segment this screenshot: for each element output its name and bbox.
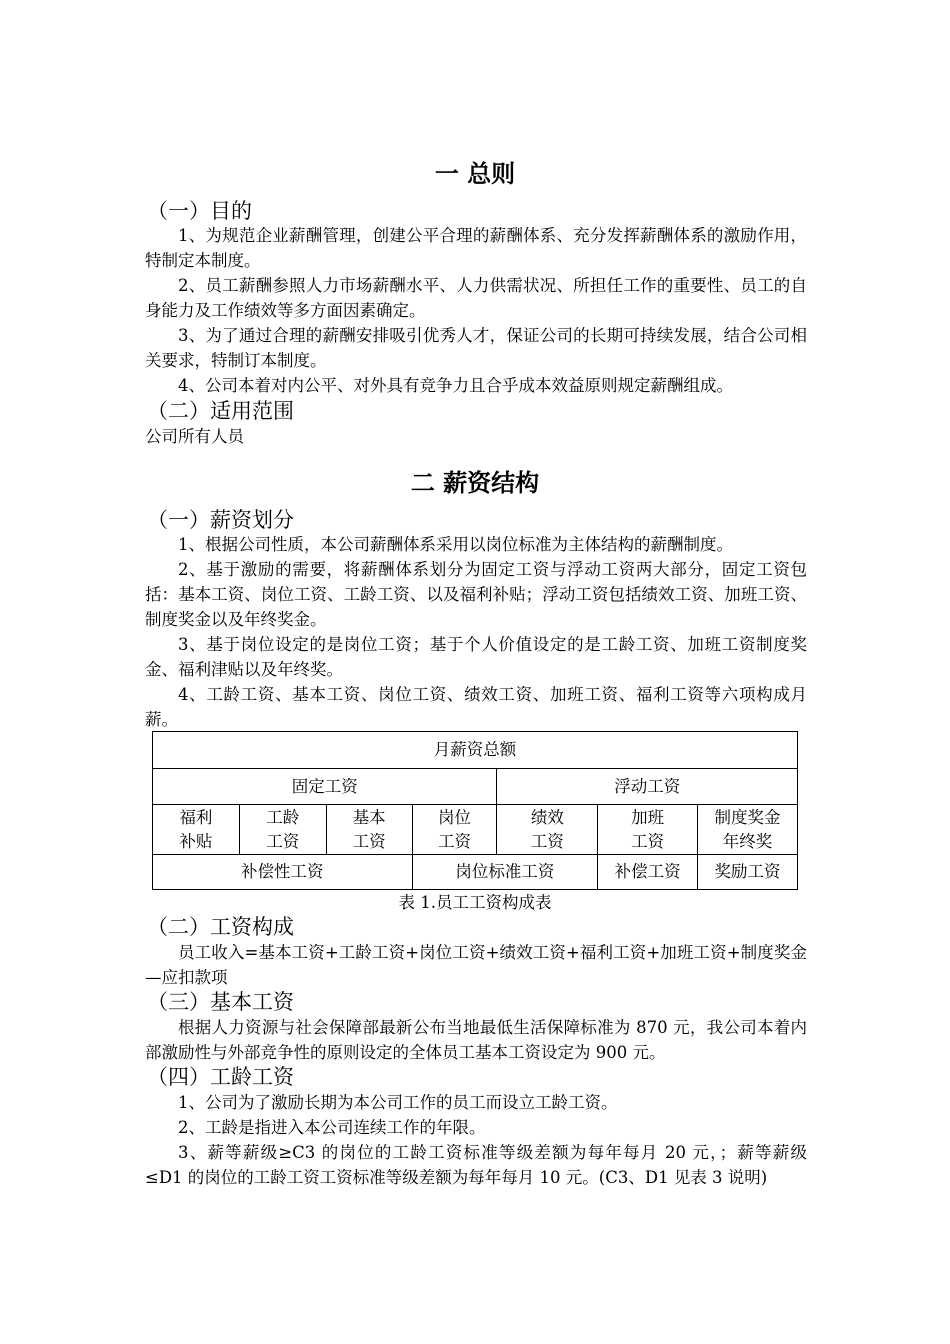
- table-cell-item: 加班 工资: [598, 805, 698, 855]
- table-cell-item: 福利 补贴: [153, 805, 240, 855]
- table-cell-item: 岗位 工资: [412, 805, 497, 855]
- heading-salary-division: （一）薪资划分: [147, 508, 294, 532]
- table-caption: 表 1.员工工资构成表: [398, 893, 552, 912]
- paragraph-base-salary: 根据人力资源与社会保障部最新公布当地最低生活保障标准为 870 元，我公司本着内部激励性与外部竞争性的原则设定的全体员工基本工资设定为 900 元。: [145, 1018, 807, 1062]
- paragraph-division-2: 2、基于激励的需要，将薪酬体系划分为固定工资与浮动工资两大部分，固定工资包括：基本工资、岗位工资、工龄工资、以及福利补贴；浮动工资包括绩效工资、加班工资、制度奖金以及年终奖金。: [145, 560, 807, 629]
- paragraph-purpose-4: 4、公司本着对内公平、对外具有竞争力且合乎成本效益原则规定薪酬组成。: [178, 376, 733, 395]
- paragraph-purpose-2: 2、员工薪酬参照人力市场薪酬水平、人力供需状况、所担任工作的重要性、员工的自身能力及工作绩效等多方面因素确定。: [145, 276, 807, 320]
- paragraph-division-4: 4、工龄工资、基本工资、岗位工资、绩效工资、加班工资、福利工资等六项构成月薪。: [145, 685, 807, 729]
- table-cell-fixed: 固定工资: [153, 769, 497, 805]
- paragraph-purpose-1: 1、为规范企业薪酬管理，创建公平合理的薪酬体系、充分发挥薪酬体系的激励作用，特制定本制度。: [145, 226, 807, 270]
- section-title-salary-structure: 二 薪资结构: [410, 469, 540, 497]
- heading-base-salary: （三）基本工资: [147, 990, 294, 1014]
- paragraph-division-3: 3、基于岗位设定的是岗位工资；基于个人价值设定的是工龄工资、加班工资制度奖金、福利津贴以及年终奖。: [145, 635, 807, 679]
- paragraph-purpose-3: 3、为了通过合理的薪酬安排吸引优秀人才，保证公司的长期可持续发展，结合公司相关要求，特制订本制度。: [145, 326, 807, 370]
- table-cell-item: 基本 工资: [326, 805, 412, 855]
- paragraph-seniority-3: 3、薪等薪级≥C3 的岗位的工龄工资标准等级差额为每年每月 20 元，；薪等薪级 ≤D1 的岗位的工龄工资工资标准等级差额为每年每月 10 元。(C3、D1 见表 3 说明): [145, 1143, 807, 1187]
- section-title-general: 一 总则: [434, 160, 516, 188]
- table-cell-item: 绩效 工资: [497, 805, 598, 855]
- heading-salary-composition: （二）工资构成: [147, 915, 294, 939]
- table-cell-category: 岗位标准工资: [412, 855, 598, 890]
- paragraph-composition: 员工收入=基本工资+工龄工资+岗位工资+绩效工资+福利工资+加班工资+制度奖金—应扣款项: [145, 943, 807, 987]
- table-cell-item: 工龄 工资: [239, 805, 326, 855]
- table-cell-category: 补偿工资: [598, 855, 698, 890]
- heading-seniority-pay: （四）工龄工资: [147, 1065, 294, 1089]
- table-cell-item: 制度奖金 年终奖: [698, 805, 798, 855]
- table-cell-total: 月薪资总额: [153, 732, 798, 769]
- heading-purpose: （一）目的: [147, 199, 252, 223]
- paragraph-scope: 公司所有人员: [145, 427, 244, 446]
- table-cell-category: 补偿性工资: [153, 855, 413, 890]
- heading-scope: （二）适用范围: [147, 399, 294, 423]
- paragraph-seniority-1: 1、公司为了激励长期为本公司工作的员工而设立工龄工资。: [178, 1093, 618, 1112]
- table-cell-floating: 浮动工资: [497, 769, 798, 805]
- table-cell-category: 奖励工资: [698, 855, 798, 890]
- salary-structure-table: [152, 731, 798, 890]
- paragraph-seniority-2: 2、工龄是指进入本公司连续工作的年限。: [178, 1118, 486, 1137]
- paragraph-division-1: 1、根据公司性质，本公司薪酬体系采用以岗位标准为主体结构的薪酬制度。: [178, 535, 733, 554]
